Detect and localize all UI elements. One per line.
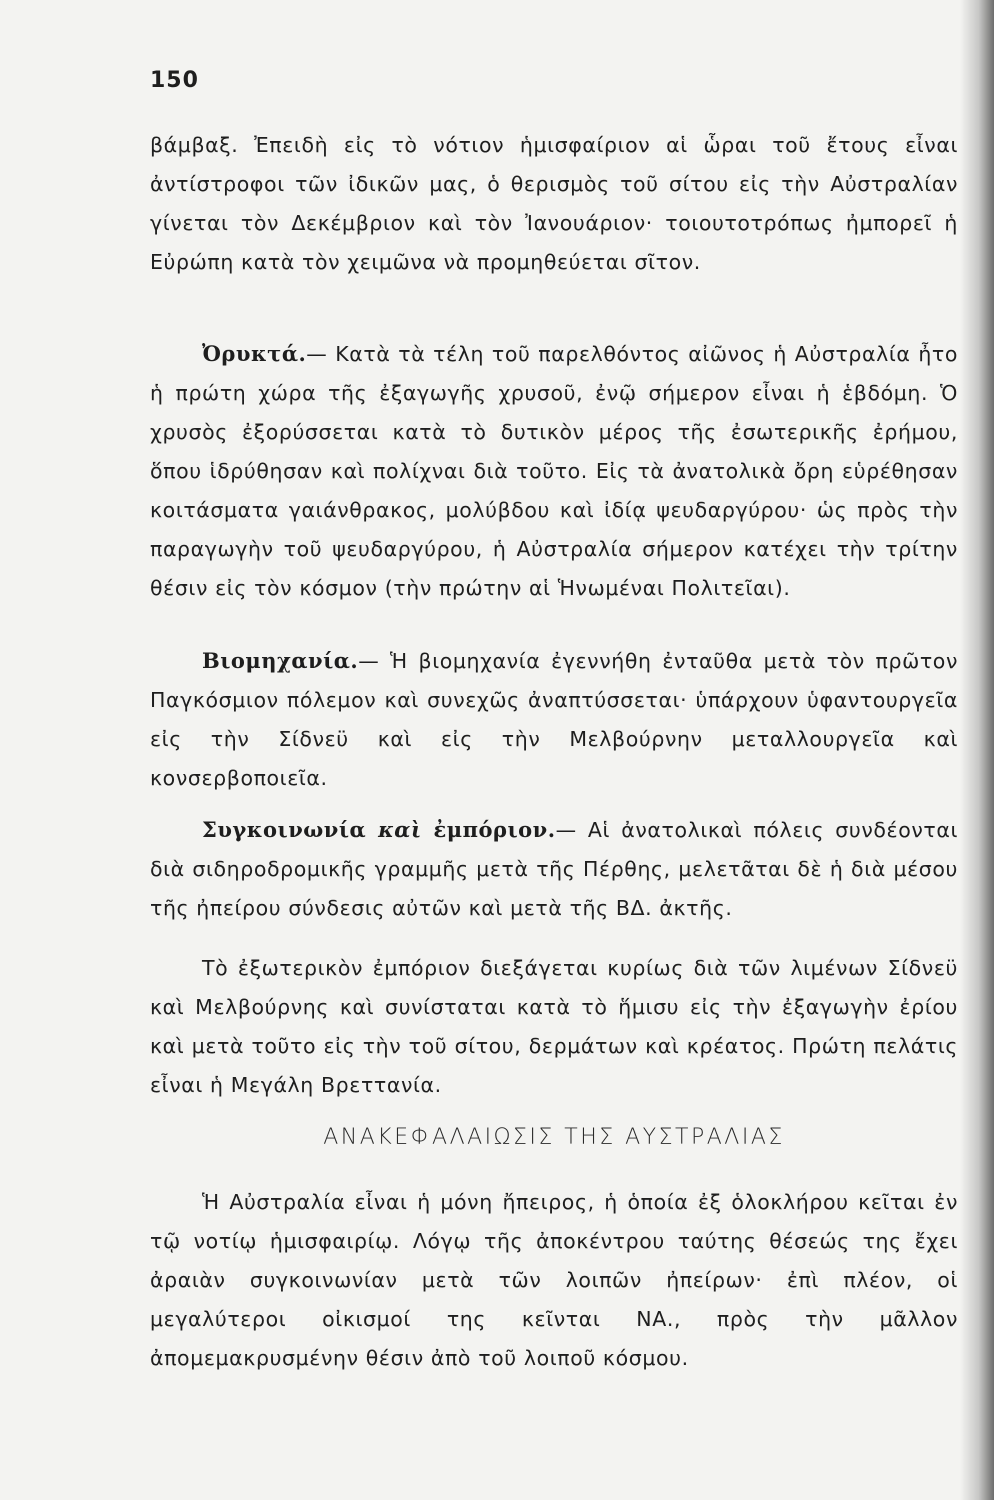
page-number: 150 xyxy=(150,68,199,93)
heading-communications-c: ἐμπόριον. xyxy=(421,817,556,842)
heading-communications-b: καὶ xyxy=(378,817,422,842)
heading-communications-a: Συγκοινωνία xyxy=(202,817,379,842)
heading-minerals: Ὀρυκτά. xyxy=(202,341,307,366)
paragraph-industry xyxy=(150,641,958,798)
paragraph-communications-text: — Αἱ ἀνατολικαὶ πόλεις συνδέονται διὰ σιδηροδρομικῆς γραμμῆς μετὰ τῆς Πέρθης, μελετᾶται δὲ ἡ διὰ μέσου τῆς ἠπείρου σύνδεσις αὐτῶν καὶ μετὰ τῆς ΒΔ. ἀκτῆς. xyxy=(150,818,958,920)
paragraph-cotton: βάμβαξ. Ἐπειδὴ εἰς τὸ νότιον ἡμισφαίριον αἱ ὧραι τοῦ ἔτους εἶναι ἀντίστροφοι τῶν ἰδικῶν μας, ὁ θερισμὸς τοῦ σίτου εἰς τὴν Αὐστραλίαν γίνεται τὸν Δεκέμβριον καὶ τὸν Ἰανουάριον· τοιουτοτρόπως ἠμπορεῖ ἡ Εὐρώπη κατὰ τὸν χειμῶνα νὰ προμηθεύεται σῖτον. xyxy=(150,133,958,274)
page-edge-shadow xyxy=(960,0,994,1500)
paragraph-minerals xyxy=(150,334,958,608)
paragraph-summary: Ἡ Αὐστραλία εἶναι ἡ μόνη ἤπειρος, ἡ ὁποία ἐξ ὁλοκλήρου κεῖται ἐν τῷ νοτίῳ ἡμισφαιρίῳ. Λόγῳ τῆς ἀποκέντρου ταύτης θέσεώς της ἔχει ἀραιὰν συγκοινωνίαν μετὰ τῶν λοιπῶν ἠπείρων· ἐπὶ πλέον, οἱ μεγαλύτεροι οἰκισμοί της κεῖνται ΝΑ., πρὸς τὴν μᾶλλον ἀπομεμακρυσμένην θέσιν ἀπὸ τοῦ λοιποῦ κόσμου. xyxy=(150,1190,958,1370)
paragraph-communications xyxy=(150,810,958,928)
paragraph-minerals-text: — Κατὰ τὰ τέλη τοῦ παρελθόντος αἰῶνος ἡ Αὐστραλία ἦτο ἡ πρώτη χώρα τῆς ἐξαγωγῆς χρυσοῦ, ἐνῷ σήμερον εἶναι ἡ ἑβδόμη. Ὁ χρυσὸς ἐξορύσσεται κατὰ τὸ δυτικὸν μέρος τῆς ἐσωτερικῆς ἐρήμου, ὅπου ἱδρύθησαν καὶ πολίχναι διὰ τοῦτο. Εἰς τὰ ἀνατολικὰ ὄρη εὑρέθησαν κοιτάσματα γαιάνθρακος, μολύβδου καὶ ἰδίᾳ ψευδαργύρου· ὡς πρὸς τὴν παραγωγὴν τοῦ ψευδαργύρου, ἡ Αὐστραλία σήμερον κατέχει τὴν τρίτην θέσιν εἰς τὸν κόσμον (τὴν πρώτην αἱ Ἡνωμέναι Πολιτεῖαι). xyxy=(150,342,958,600)
section-title-summary: ΑΝΑΚΕΦΑΛΑΙΩΣΙΣ ΤΗΣ ΑΥΣΤΡΑΛΙΑΣ xyxy=(323,1125,785,1150)
paragraph-trade: Τὸ ἐξωτερικὸν ἐμπόριον διεξάγεται κυρίως διὰ τῶν λιμένων Σίδνεϋ καὶ Μελβούρνης καὶ συνίσταται κατὰ τὸ ἥμισυ εἰς τὴν ἐξαγωγὴν ἐρίου καὶ μετὰ τοῦτο εἰς τὴν τοῦ σίτου, δερμάτων καὶ κρέατος. Πρώτη πελάτις εἶναι ἡ Μεγάλη Βρεττανία. xyxy=(150,956,958,1097)
paragraph-industry-text: — Ἡ βιομηχανία ἐγεννήθη ἐνταῦθα μετὰ τὸν πρῶτον Παγκόσμιον πόλεμον καὶ συνεχῶς ἀναπτύσσεται· ὑπάρχουν ὑφαντουργεῖα εἰς τὴν Σίδνεϋ καὶ εἰς τὴν Μελβούρνην μεταλλουργεῖα καὶ κονσερβοποιεῖα. xyxy=(150,649,958,790)
heading-industry: Βιομηχανία. xyxy=(202,648,359,673)
